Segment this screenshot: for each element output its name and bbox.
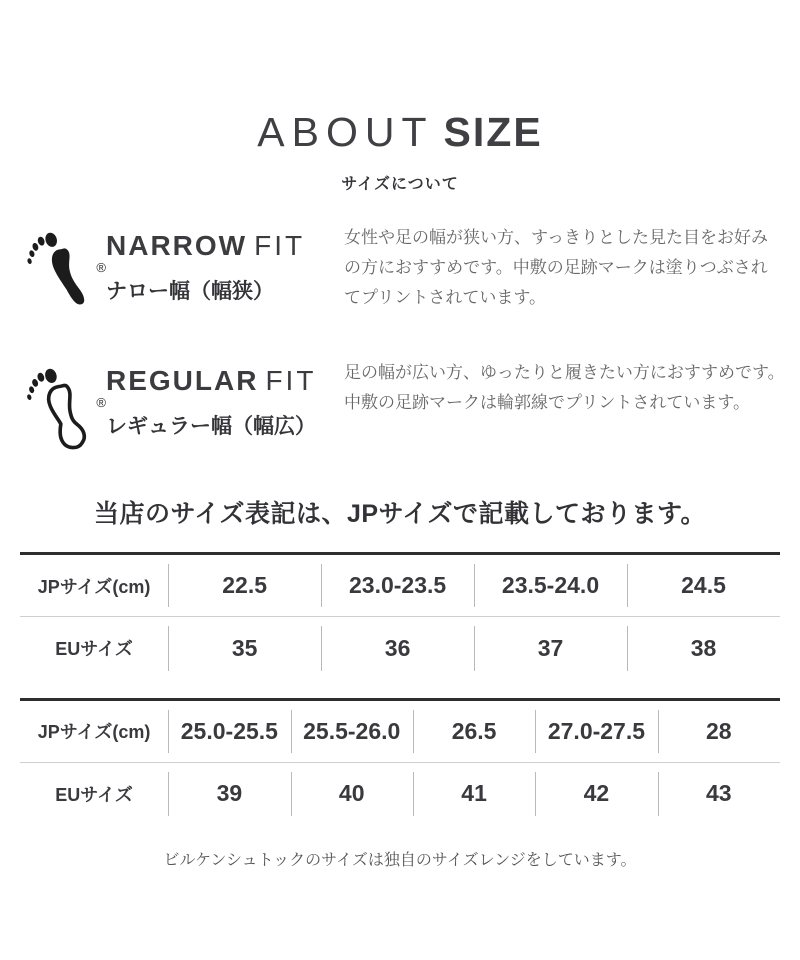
size-value-cell: 24.5 <box>627 554 780 617</box>
size-value-cell: 25.0-25.5 <box>168 699 290 762</box>
page-title-about: ABOUT <box>257 109 434 155</box>
regular-fit-titles <box>106 357 344 440</box>
size-table-small <box>20 552 780 680</box>
regular-footprint-icon <box>24 357 106 460</box>
description-line: 中敷の足跡マークは輪郭線でプリントされています。 <box>344 393 750 413</box>
fit-section <box>0 222 800 460</box>
description-line: 足の幅が広い方、ゆったりと履きたい方におすすめです。 <box>344 363 785 383</box>
size-value-cell: 23.5-24.0 <box>474 554 627 617</box>
size-value-cell: 25.5-26.0 <box>291 699 413 762</box>
table-row <box>20 699 780 762</box>
table-row <box>20 617 780 680</box>
regular-fit-name-bold: REGULAR <box>106 365 259 397</box>
registered-trademark-icon: ® <box>96 260 106 276</box>
narrow-fit-name <box>106 230 344 262</box>
narrow-fit-description <box>344 222 786 313</box>
row-label-cell: EUサイズ <box>55 639 133 660</box>
size-value-cell: 23.0-23.5 <box>321 554 474 617</box>
page-title-size: SIZE <box>443 109 543 155</box>
size-value-cell: 27.0-27.5 <box>535 699 657 762</box>
narrow-footprint-svg <box>24 224 100 318</box>
size-notation-heading: 当店のサイズ表記は、JPサイズで記載しております。 <box>93 500 707 529</box>
narrow-fit-row <box>0 222 800 323</box>
row-label-cell: JPサイズ(cm) <box>20 554 168 617</box>
regular-fit-jp-name: レギュラー幅（幅広） <box>106 415 316 439</box>
regular-fit-name <box>106 365 344 397</box>
size-value-cell: 42 <box>535 762 657 825</box>
row-label-cell: JPサイズ(cm) <box>20 699 168 762</box>
regular-footprint-svg <box>24 359 100 455</box>
narrow-fit-titles <box>106 222 344 305</box>
size-value-cell: 26.5 <box>413 699 535 762</box>
table-row <box>20 762 780 825</box>
size-value-cell: 35 <box>168 617 321 680</box>
header <box>0 0 800 194</box>
regular-fit-description <box>344 357 786 418</box>
regular-fit-name-light: FIT <box>265 365 317 397</box>
size-value-cell: 40 <box>291 762 413 825</box>
narrow-footprint-icon <box>24 222 106 323</box>
row-label-cell: EUサイズ <box>55 784 133 805</box>
registered-trademark-icon: ® <box>96 395 106 411</box>
regular-fit-row <box>0 357 800 460</box>
page-subtitle: サイズについて <box>341 176 459 194</box>
description-line: てプリントされています。 <box>344 288 546 308</box>
narrow-fit-jp-name: ナロー幅（幅狭） <box>106 280 274 304</box>
size-table-large <box>20 698 780 826</box>
size-value-cell: 37 <box>474 617 627 680</box>
size-value-cell: 22.5 <box>168 554 321 617</box>
size-value-cell: 28 <box>658 699 780 762</box>
page-title <box>0 110 800 155</box>
description-line: の方におすすめです。中敷の足跡マークは塗りつぶされ <box>344 258 768 278</box>
narrow-fit-name-light: FIT <box>254 230 306 262</box>
size-range-note: ビルケンシュトックのサイズは独自のサイズレンジをしています。 <box>163 852 637 870</box>
narrow-fit-name-bold: NARROW <box>106 230 248 262</box>
size-value-cell: 43 <box>658 762 780 825</box>
size-value-cell: 41 <box>413 762 535 825</box>
size-value-cell: 39 <box>168 762 290 825</box>
description-line: 女性や足の幅が狭い方、すっきりとした見た目をお好み <box>344 228 768 248</box>
size-value-cell: 38 <box>627 617 780 680</box>
table-row <box>20 554 780 617</box>
size-value-cell: 36 <box>321 617 474 680</box>
